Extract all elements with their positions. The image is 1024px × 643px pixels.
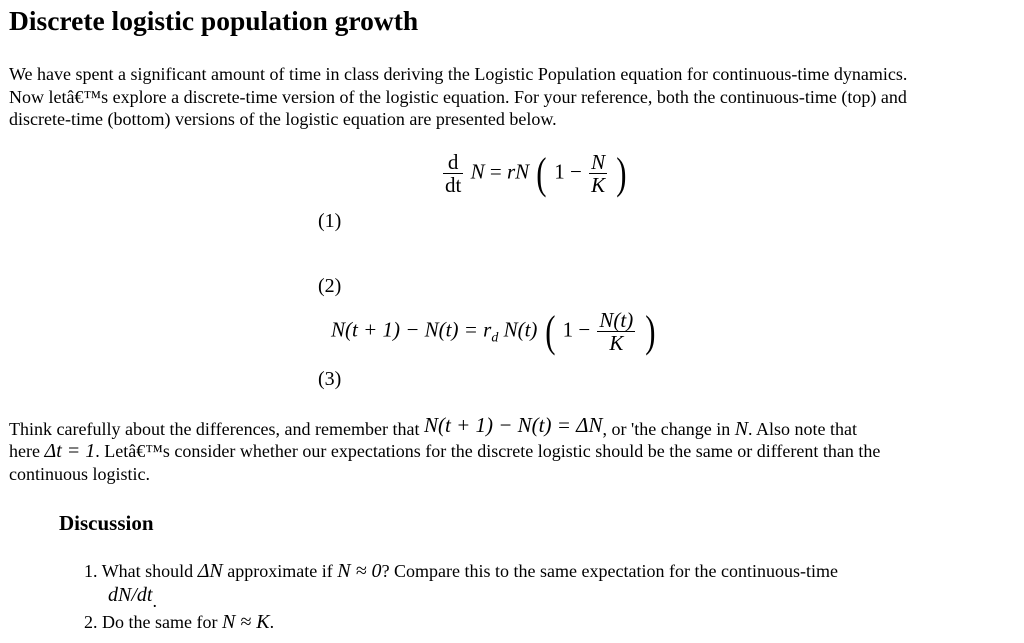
eq1-lhs-variable: N xyxy=(470,159,485,184)
think-line-2 xyxy=(9,440,880,462)
derivative-fraction xyxy=(443,151,463,196)
eq1-frac-denominator: K xyxy=(591,173,606,197)
list-number: 2. xyxy=(84,612,98,632)
eq2-rate-subscript: d xyxy=(491,330,499,346)
think-here: here xyxy=(9,441,40,461)
derivative-denominator: dt xyxy=(445,173,462,197)
eq1-one-minus: 1 − xyxy=(554,159,582,184)
eq2-capacity-fraction xyxy=(597,309,635,354)
think-text-b: , or 'the change in xyxy=(602,419,731,439)
equation-continuous-logistic xyxy=(441,148,629,198)
eq2-frac-numerator: N(t) xyxy=(599,308,634,332)
list-math: ΔN xyxy=(197,560,223,582)
equation-number-2: (2) xyxy=(318,275,342,297)
equation-discrete-logistic xyxy=(331,306,657,356)
eq2-close-paren: ) xyxy=(644,306,655,356)
list-math: N ≈ 0 xyxy=(337,560,382,582)
list-math-dndt: dN/dt xyxy=(108,584,153,606)
list-text: ? Compare this to the same expectation for the continuous-time xyxy=(381,561,838,581)
eq2-open-paren: ( xyxy=(544,306,556,356)
think-variable: N xyxy=(734,418,749,440)
eq1-capacity-fraction xyxy=(589,151,607,196)
eq1-open-paren: ( xyxy=(536,148,547,198)
eq2-frac-denominator: K xyxy=(597,331,635,354)
derivative-numerator: d xyxy=(447,150,459,174)
list-text: Do the same for xyxy=(102,612,218,632)
page-title: Discrete logistic population growth xyxy=(9,5,419,36)
think-text-a: Think carefully about the differences, and remember that xyxy=(9,419,420,439)
list-math: N ≈ K xyxy=(221,611,270,633)
eq1-equals: = xyxy=(489,159,502,184)
intro-line-1: We have spent a significant amount of time in class deriving the Logistic Population equation for continuous-time dynamics. xyxy=(9,64,908,84)
list-item xyxy=(84,611,274,633)
eq1-rhs: rN xyxy=(506,159,530,184)
think-inline-math: N(t + 1) − N(t) = ΔN xyxy=(424,413,603,437)
list-number: 1. xyxy=(84,561,98,581)
think-text-c: . Also note that xyxy=(748,419,858,439)
list-item xyxy=(84,560,838,582)
eq1-frac-numerator: N xyxy=(591,150,606,174)
eq2-rhs: N(t) xyxy=(503,317,538,342)
eq2-lhs: N(t + 1) − N(t) = r xyxy=(331,317,492,342)
eq1-close-paren: ) xyxy=(616,148,627,198)
equation-number-1: (1) xyxy=(318,210,342,232)
think-text-d: . Letâ€™s consider whether our expectations for the discrete logistic should be the same or different than the xyxy=(95,441,881,461)
list-period: . xyxy=(152,591,157,611)
think-line-1 xyxy=(9,413,858,440)
discussion-heading: Discussion xyxy=(59,511,154,535)
intro-line-2: Now letâ€™s explore a discrete-time version of the logistic equation. For your reference, both the continuous-time (top) and xyxy=(9,87,907,107)
think-line-3: continuous logistic. xyxy=(9,464,150,484)
eq2-one-minus: 1 − xyxy=(562,317,591,342)
intro-line-3: discrete-time (bottom) versions of the logistic equation are presented below. xyxy=(9,109,557,129)
equation-number-3: (3) xyxy=(318,368,342,390)
think-delta-t: Δt = 1 xyxy=(44,440,96,462)
list-text: approximate if xyxy=(227,561,333,581)
list-text: . xyxy=(269,612,275,632)
list-item-continuation xyxy=(108,584,157,611)
list-text: What should xyxy=(101,561,194,581)
